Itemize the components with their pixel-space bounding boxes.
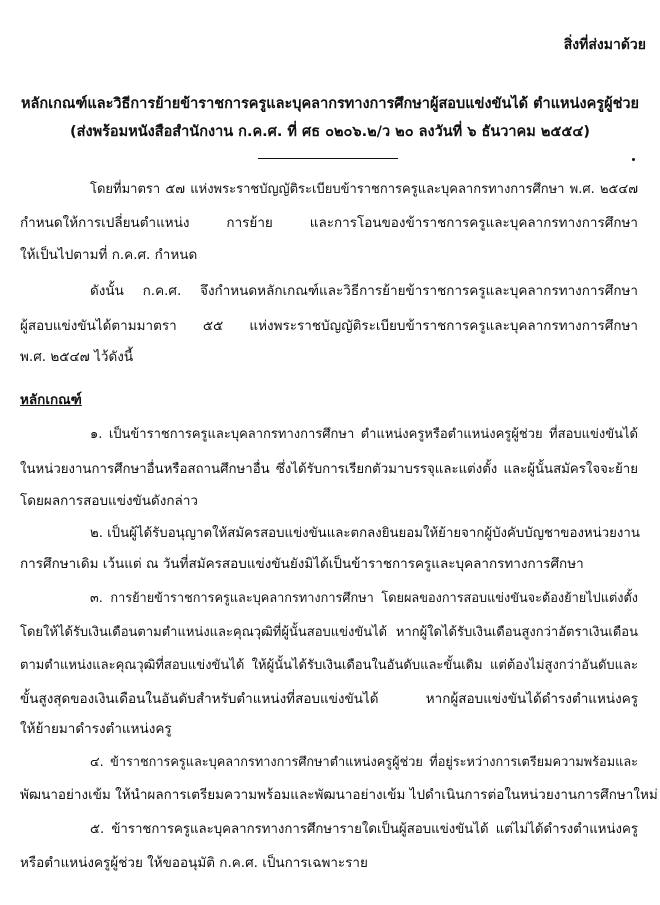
item1-line3: โดยผลการสอบแข่งขันดังกล่าว (20, 493, 198, 509)
item3-line1: ๓. การย้ายข้าราชการครูและบุคลากรทางการศึกษา โดยผลของการสอบแข่งขันจะต้องย้ายไปแต่งตั้ง (90, 591, 638, 606)
item2-line1: ๒. เป็นผู้ได้รับอนุญาตให้สมัครสอบแข่งขันและตกลงยินยอมให้ย้ายจากผู้บังคับบัญชาของหน่วยงาน (90, 526, 640, 541)
item1-line1: ๑. เป็นข้าราชการครูและบุคลากรทางการศึกษา ตำแหน่งครูหรือตำแหน่งครูผู้ช่วย ที่สอบแข่งขันได้ (90, 427, 638, 442)
intro-p2-line3: พ.ศ. ๒๕๔๗ ไว้ดังนี้ (20, 349, 134, 365)
document-subtitle: (ส่งพร้อมหนังสือสำนักงาน ก.ค.ศ. ที่ ศธ ๐๒๐๖.๒/ว ๒๐ ลงวันที่ ๖ ธันวาคม ๒๕๕๔) (70, 124, 590, 140)
intro-p2-line1: ดังนั้น ก.ค.ศ. จึงกำหนดหลักเกณฑ์และวิธีการย้ายข้าราชการครูและบุคลากรทางการศึกษา (90, 283, 638, 299)
criteria-heading: หลักเกณฑ์ (20, 392, 82, 408)
scan-dot (632, 158, 635, 161)
title-divider (258, 158, 398, 159)
intro-p1-line2: กำหนดให้การเปลี่ยนตำแหน่ง การย้าย และการโอนของข้าราชการครูและบุคลากรทางการศึกษา (20, 215, 638, 231)
intro-p1-line3: ให้เป็นไปตามที่ ก.ค.ศ. กำหนด (20, 247, 198, 263)
item4-line1: ๔. ข้าราชการครูและบุคลากรทางการศึกษาตำแหน่งครูผู้ช่วย ที่อยู่ระหว่างการเตรียมความพร้อมและ (90, 755, 638, 770)
document-title: หลักเกณฑ์และวิธีการย้ายข้าราชการครูและบุคลากรทางการศึกษาผู้สอบแข่งขันได้ ตำแหน่งครูผู้ช่วย (20, 96, 640, 112)
item1-line2: ในหน่วยงานการศึกษาอื่นหรือสถานศึกษาอื่น ซึ่งได้รับการเรียกตัวมาบรรจุและแต่งตั้ง และผู้นั้นสมัครใจจะย้าย (20, 462, 638, 477)
item4-line2: พัฒนาอย่างเข้ม ให้นำผลการเตรียมความพร้อมและพัฒนาอย่างเข้ม ไปดำเนินการต่อในหน่วยงานการศึกษาใหม่ (20, 787, 658, 803)
item3-line2: โดยให้ได้รับเงินเดือนตามตำแหน่งและคุณวุฒิที่ผู้นั้นสอบแข่งขันได้ หากผู้ใดได้รับเงินเดือนสูงกว่าอัตราเงินเดือน (20, 625, 638, 640)
item5-line1: ๕. ข้าราชการครูและบุคลากรทางการศึกษารายใดเป็นผู้สอบแข่งขันได้ แต่ไม่ได้ดำรงตำแหน่งครู (90, 822, 638, 837)
item3-line4: ขั้นสูงสุดของเงินเดือนในอันดับสำหรับตำแหน่งที่สอบแข่งขันได้ หากผู้สอบแข่งขันได้ดำรงตำแหน่งครู (20, 691, 638, 707)
intro-p1-line1: โดยที่มาตรา ๕๗ แห่งพระราชบัญญัติระเบียบข้าราชการครูและบุคลากรทางการศึกษา พ.ศ. ๒๕๔๗ (90, 182, 638, 197)
item2-line2: การศึกษาเดิม เว้นแต่ ณ วันที่สมัครสอบแข่งขันยังมิได้เป็นข้าราชการครูและบุคลากรทางการศึกษา (20, 556, 584, 572)
item5-line2: หรือตำแหน่งครูผู้ช่วย ให้ขออนุมัติ ก.ค.ศ. เป็นการเฉพาะราย (20, 855, 368, 871)
attachment-label: สิ่งที่ส่งมาด้วย (563, 37, 646, 53)
item3-line5: ให้ย้ายมาดำรงตำแหน่งครู (20, 721, 172, 737)
intro-p2-line2: ผู้สอบแข่งขันได้ตามมาตรา ๕๕ แห่งพระราชบัญญัติระเบียบข้าราชการครูและบุคลากรทางการศึกษา (20, 318, 638, 334)
item3-line3: ตามตำแหน่งและคุณวุฒิที่สอบแข่งขันได้ ให้ผู้นั้นได้รับเงินเดือนในอันดับและขั้นเดิม แต่ต้องไม่สูงกว่าอันดับและ (20, 658, 638, 673)
